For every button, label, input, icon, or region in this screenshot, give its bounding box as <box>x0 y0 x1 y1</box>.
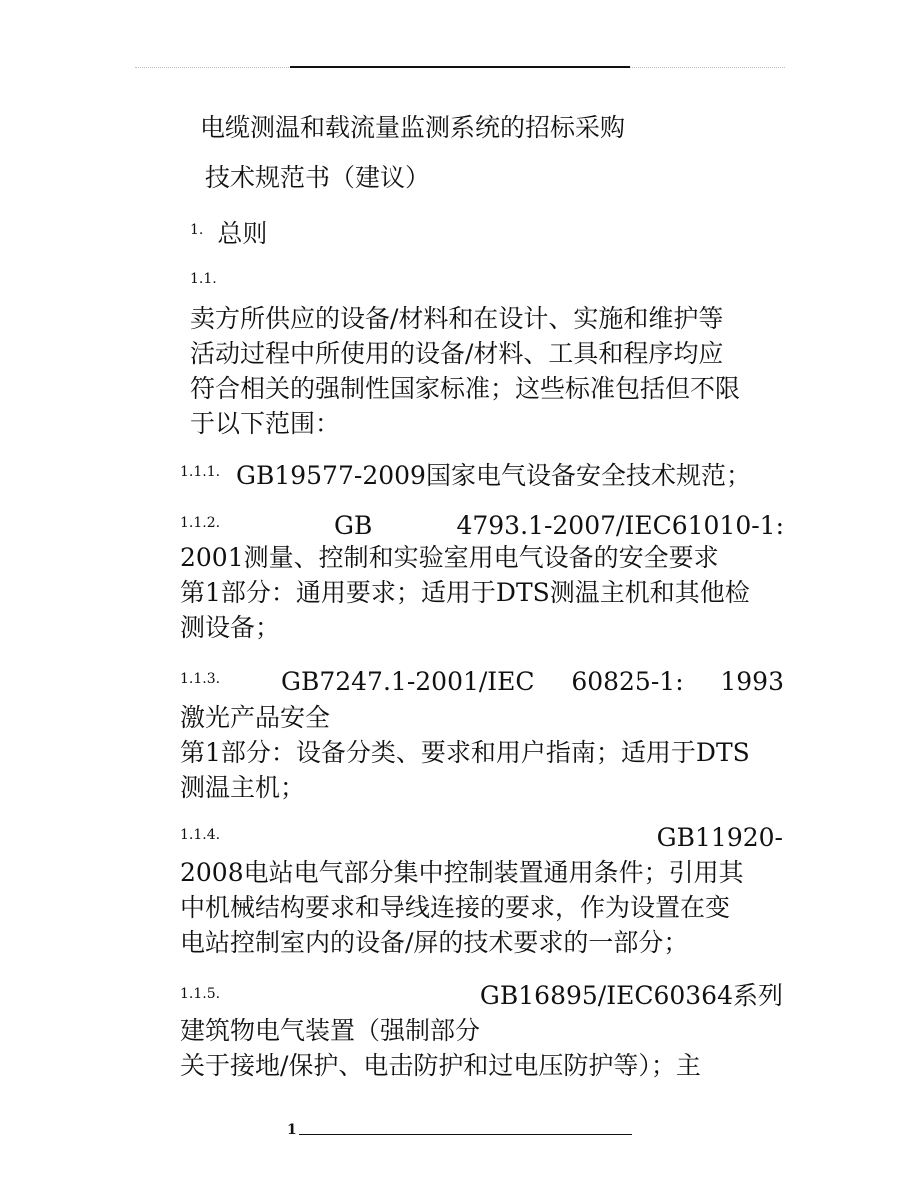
item-line: 测温主机； <box>180 773 306 802</box>
item-body-1-1-5 <box>180 1013 790 1083</box>
item-number-1-1-5: 1.1.5. <box>180 986 221 1002</box>
item-line: 关于接地/保护、电击防护和过电压防护等）；主 <box>180 1051 701 1080</box>
section-title: 总则 <box>217 219 268 248</box>
item-line: 电站控制室内的设备/屏的技术要求的一部分； <box>180 928 689 957</box>
item-number-1-1-2: 1.1.2. <box>180 515 221 531</box>
standard-code-part: 60825-1: <box>571 667 684 696</box>
standard-code-part: 4793.1-2007/IEC61010-1: <box>456 511 784 540</box>
item-line: 中机械结构要求和导线连接的要求，作为设置在变 <box>180 893 731 922</box>
header-rule <box>290 66 630 68</box>
standard-code-part: 1993 <box>720 667 784 696</box>
standard-code-part: GB7247.1-2001/IEC <box>281 667 535 696</box>
item-first-line-1-1-3 <box>281 666 784 698</box>
paragraph-line: 符合相关的强制性国家标准；这些标准包括但不限 <box>190 374 741 403</box>
item-number-1-1-1: 1.1.1. <box>180 464 221 480</box>
item-number-1-1-4: 1.1.4. <box>180 827 221 843</box>
item-line: 第1部分：通用要求；适用于DTS测温主机和其他检 <box>180 578 750 607</box>
standard-code-part: GB <box>334 511 373 540</box>
item-first-line-1-1-5: GB16895/IEC60364系列 <box>479 981 783 1010</box>
section-heading-1 <box>190 219 267 249</box>
item-body-1-1-4 <box>180 855 790 960</box>
item-line: 建筑物电气装置（强制部分 <box>180 1016 481 1045</box>
subsection-paragraph-1-1 <box>190 301 790 441</box>
subsection-number-1-1: 1.1. <box>190 271 217 287</box>
document-title-line-1: 电缆测温和载流量监测系统的招标采购 <box>200 113 626 142</box>
item-body-1-1-2 <box>180 540 790 645</box>
item-text-1-1-1: GB19577-2009国家电气设备安全技术规范； <box>236 461 751 490</box>
item-line: 测设备； <box>180 613 281 642</box>
item-line: 2008电站电气部分集中控制装置通用条件；引用其 <box>180 858 744 887</box>
item-line: 第1部分：设备分类、要求和用户指南；适用于DTS <box>180 738 750 767</box>
page-number: 1 <box>287 1122 297 1138</box>
item-first-line-1-1-2 <box>334 510 784 542</box>
item-number-1-1-3: 1.1.3. <box>180 671 221 687</box>
item-line: 激光产品安全 <box>180 703 331 732</box>
paragraph-line: 于以下范围： <box>190 409 341 438</box>
item-line: 2001测量、控制和实验室用电气设备的安全要求 <box>180 543 719 572</box>
item-first-line-1-1-4: GB11920- <box>656 823 783 852</box>
footer-rule <box>299 1134 632 1135</box>
document-title-line-2: 技术规范书（建议） <box>205 163 431 192</box>
section-number: 1. <box>190 222 204 238</box>
paragraph-line: 卖方所供应的设备/材料和在设计、实施和维护等 <box>190 304 724 333</box>
item-body-1-1-3 <box>180 700 790 805</box>
paragraph-line: 活动过程中所使用的设备/材料、工具和程序均应 <box>190 339 724 368</box>
